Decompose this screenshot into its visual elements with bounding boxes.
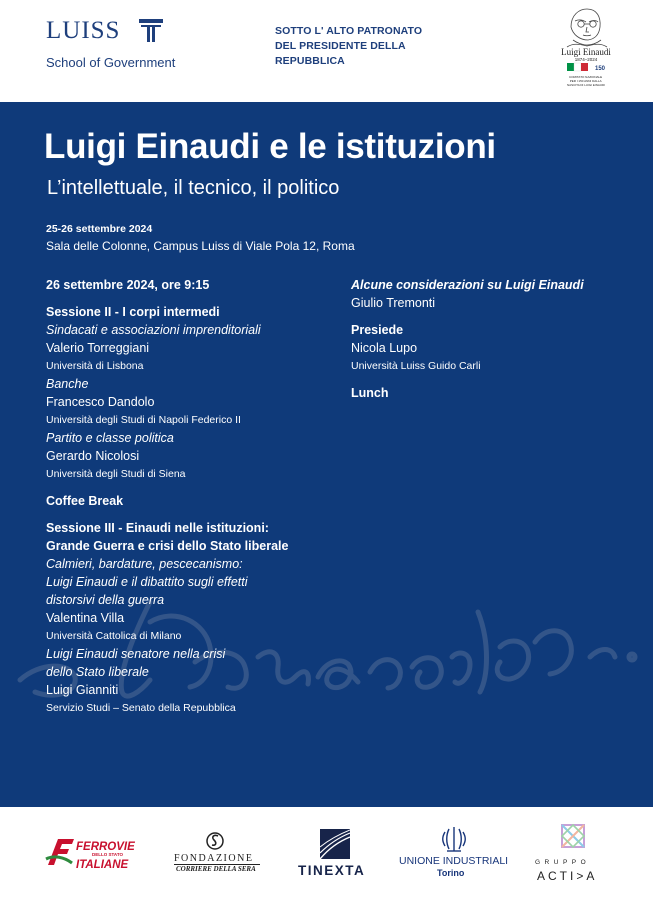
tinexta-logo-icon [320,829,350,859]
lecture-title: Alcune considerazioni su Luigi Einaudi [351,278,584,292]
talk-topic: distorsivi della guerra [46,593,165,607]
event-venue: Sala delle Colonne, Campus Luiss di Viale Pola 12, Roma [46,239,355,253]
emblem-name: Luigi Einaudi [561,47,611,57]
talk-affiliation: Servizio Studi – Senato della Repubblica [46,702,236,714]
lunch: Lunch [351,386,389,400]
einaudi-portrait-icon [567,9,607,47]
unione-line1: UNIONE INDUSTRIALI [399,855,509,867]
unione-line2: Torino [437,868,465,878]
patronage-text [275,24,455,69]
fondazione-line2: CORRIERE DELLA SERA [176,865,256,873]
talk-topic: Partito e classe politica [46,431,174,445]
fs-small-text: DELLO STATO [92,852,123,857]
luiss-logo-text: LUISS [46,17,121,44]
actia-line1: GRUPPO [535,859,591,866]
coffee-break: Coffee Break [46,494,124,508]
talk-topic: Luigi Einaudi senatore nella crisi [46,647,226,661]
emblem-committee: COMITATO NAZIONALE PER I 150 ANNI DALLA NASCITA DI LUIGI EINAUDI [566,75,606,87]
chair-name: Nicola Lupo [351,341,418,355]
chair-label: Presiede [351,323,404,337]
talk-affiliation: Università Cattolica di Milano [46,630,182,642]
actia-logo-icon [560,823,586,849]
event-title: Luigi Einaudi e le istituzioni [44,127,496,166]
header [0,0,653,102]
patronage-line: REPUBBLICA [275,55,345,67]
session3-title-line2: Grande Guerra e crisi dello Stato liberale [46,539,289,553]
tinexta-logo-text: TINEXTA [298,863,366,878]
fs-line2: ITALIANE [76,859,129,871]
talk-affiliation: Università degli Studi di Siena [46,468,186,480]
talk-affiliation: Università degli Studi di Napoli Federico II [46,414,241,426]
einaudi-committee-emblem [553,3,619,93]
session3-title-line1: Sessione III - Einaudi nelle istituzioni: [46,521,269,535]
emblem-number: 150 [595,66,606,72]
lecture-speaker: Giulio Tremonti [351,296,436,310]
talk-topic: Calmieri, bardature, pescecanismo: [46,557,243,571]
talk-topic: Sindacati e associazioni imprenditoriali [46,323,261,337]
actia-line2: ACTI>A [537,869,598,883]
event-subtitle: L’intellettuale, il tecnico, il politico [47,177,340,199]
chair-affiliation: Università Luiss Guido Carli [351,360,481,372]
program-day-time: 26 settembre 2024, ore 9:15 [46,278,210,292]
sponsors-footer [0,807,653,903]
talk-speaker: Gerardo Nicolosi [46,449,140,463]
unione-industriali-emblem-icon [441,825,467,853]
fs-logo-icon [44,835,76,869]
talk-topic: dello Stato liberale [46,665,149,679]
event-dates: 25-26 settembre 2024 [46,223,153,235]
talk-affiliation: Università di Lisbona [46,360,144,372]
program-left-column [46,276,346,717]
fondazione-line1: FONDAZIONE [174,853,254,864]
session2-title: Sessione II - I corpi intermedi [46,305,220,319]
luiss-school-name: School of Government [46,55,176,70]
luiss-column-icon [138,18,164,44]
talk-speaker: Francesco Dandolo [46,395,155,409]
talk-speaker: Luigi Gianniti [46,683,119,697]
talk-topic: Luigi Einaudi e il dibattito sugli effetti [46,575,248,589]
fondazione-emblem-icon [206,831,224,851]
patronage-line: DEL PRESIDENTE DELLA [275,40,406,52]
emblem-years: 1874–2024 [574,57,598,62]
talk-topic: Banche [46,377,89,391]
talk-speaker: Valerio Torreggiani [46,341,150,355]
fs-line1: FERROVIE [76,841,135,853]
program-right-column [351,276,646,402]
talk-speaker: Valentina Villa [46,611,125,625]
patronage-line: SOTTO L' ALTO PATRONATO [275,25,423,37]
main-panel [0,102,653,807]
